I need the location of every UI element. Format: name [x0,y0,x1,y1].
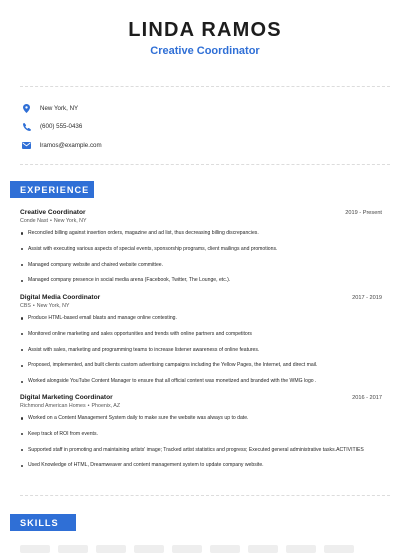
skills-heading: SKILLS [10,514,76,531]
job-bullet: Assist with executing various aspects of special events, sponsorship programs, client mailings and promotions. [20,246,382,253]
experience-divider [20,495,390,496]
job-company: CBS [20,303,31,309]
job-entry: Digital Marketing Coordinator 2016 - 2017 Richmond American Homes • Phoenix, AZ Worked on a Content Management System daily to make sure the website was always up to date. Keep track of ROI from events. Supported staff in promoting and maintaining artists' image; Tracked artist statistics and progress; Executed general administrative tasks.ACTIVITIES Used Knowledge of HTML, Dreamweaver and content management system to update company website. [20,394,382,469]
skill-chip [248,545,278,553]
header-divider [20,86,390,87]
job-company: Conde Nast [20,218,48,224]
contact-divider [20,164,390,165]
job-bullet: Used Knowledge of HTML, Dreamweaver and content management system to update company website. [20,462,382,469]
job-bullet: Produce HTML-based email blasts and manage online contesting. [20,315,382,322]
skill-chip [58,545,88,553]
phone-text: (600) 555-0436 [40,123,83,131]
job-dates: 2017 - 2019 [352,295,382,301]
contact-location [22,99,102,118]
job-title: Digital Marketing Coordinator [20,394,113,401]
skill-chip [324,545,354,553]
job-dates: 2019 - Present [345,210,382,216]
job-bullet: Monitored online marketing and sales opportunities and trends with online partners and competitors [20,331,382,338]
job-title: Digital Media Coordinator [20,294,101,301]
phone-icon [22,122,31,131]
job-location: New York, NY [53,218,87,224]
email-envelope-icon [22,141,31,150]
job-bullet: Assist with sales, marketing and programming teams to increase listener awareness of online features. [20,347,382,354]
skill-chip [210,545,240,553]
contact-list [22,99,102,155]
skill-chip [96,545,126,553]
job-company: Richmond American Homes [20,403,86,409]
job-bullet: Worked alongside YouTube Content Manager to ensure that all official content was monetized and branded with the WMG logo . [20,378,382,385]
skill-chip [286,545,316,553]
skills-list [20,545,354,553]
candidate-name: LINDA RAMOS [128,19,282,41]
location-text: New York, NY [40,104,79,112]
job-bullet: Worked on a Content Management System daily to make sure the website was always up to date. [20,415,382,422]
job-dates: 2016 - 2017 [352,395,382,401]
candidate-title: Creative Coordinator [150,45,260,57]
experience-heading: EXPERIENCE [10,181,94,198]
skill-chip [20,545,50,553]
contact-email [22,136,102,155]
job-location: Phoenix, AZ [91,403,121,409]
job-bullet: Reconciled billing against insertion orders, magazine and ad list, thus decreasing billing discrepancies. [20,230,382,237]
job-bullet: Managed company website and chaired website committee. [20,262,382,269]
location-pin-icon [22,104,31,113]
resume-header [0,19,410,58]
job-location: New York, NY [36,303,70,309]
job-title: Creative Coordinator [20,209,86,216]
job-bullet: Proposed, implemented, and built clients custom advertising campaigns including the Yellow Pages, the Internet, and direct mail. [20,362,382,369]
job-entry: Digital Media Coordinator 2017 - 2019 CBS • New York, NY Produce HTML-based email blasts and manage online contesting. Monitored online marketing and sales opportunities and trends with online partners and competitors Assist with sales, marketing and programming teams to increase listener awareness of online features. Proposed, implemented, and built clients custom advertising campaigns including the Yellow Pages, the Internet, and direct mail. Worked alongside YouTube Content Manager to ensure that all official content was monetized and branded with the WMG logo . [20,294,382,385]
job-bullet: Managed company presence in social media arena (Facebook, Twitter, The Lounge, etc.). [20,277,382,284]
job-entry: Creative Coordinator 2019 - Present Conde Nast • New York, NY Reconciled billing against insertion orders, magazine and ad list, thus decreasing billing discrepancies. Assist with executing various aspects of special events, sponsorship programs, client mailings and promotions. Managed company website and chaired website committee. Managed company presence in social media arena (Facebook, Twitter, The Lounge, etc.). [20,209,382,284]
skill-chip [172,545,202,553]
skill-chip [134,545,164,553]
contact-phone [22,118,102,137]
email-text[interactable]: lramos@example.com [40,141,102,149]
job-bullet: Keep track of ROI from events. [20,431,382,438]
job-bullet: Supported staff in promoting and maintaining artists' image; Tracked artist statistics and progress; Executed general administrative tasks.ACTIVITIES [20,447,382,454]
